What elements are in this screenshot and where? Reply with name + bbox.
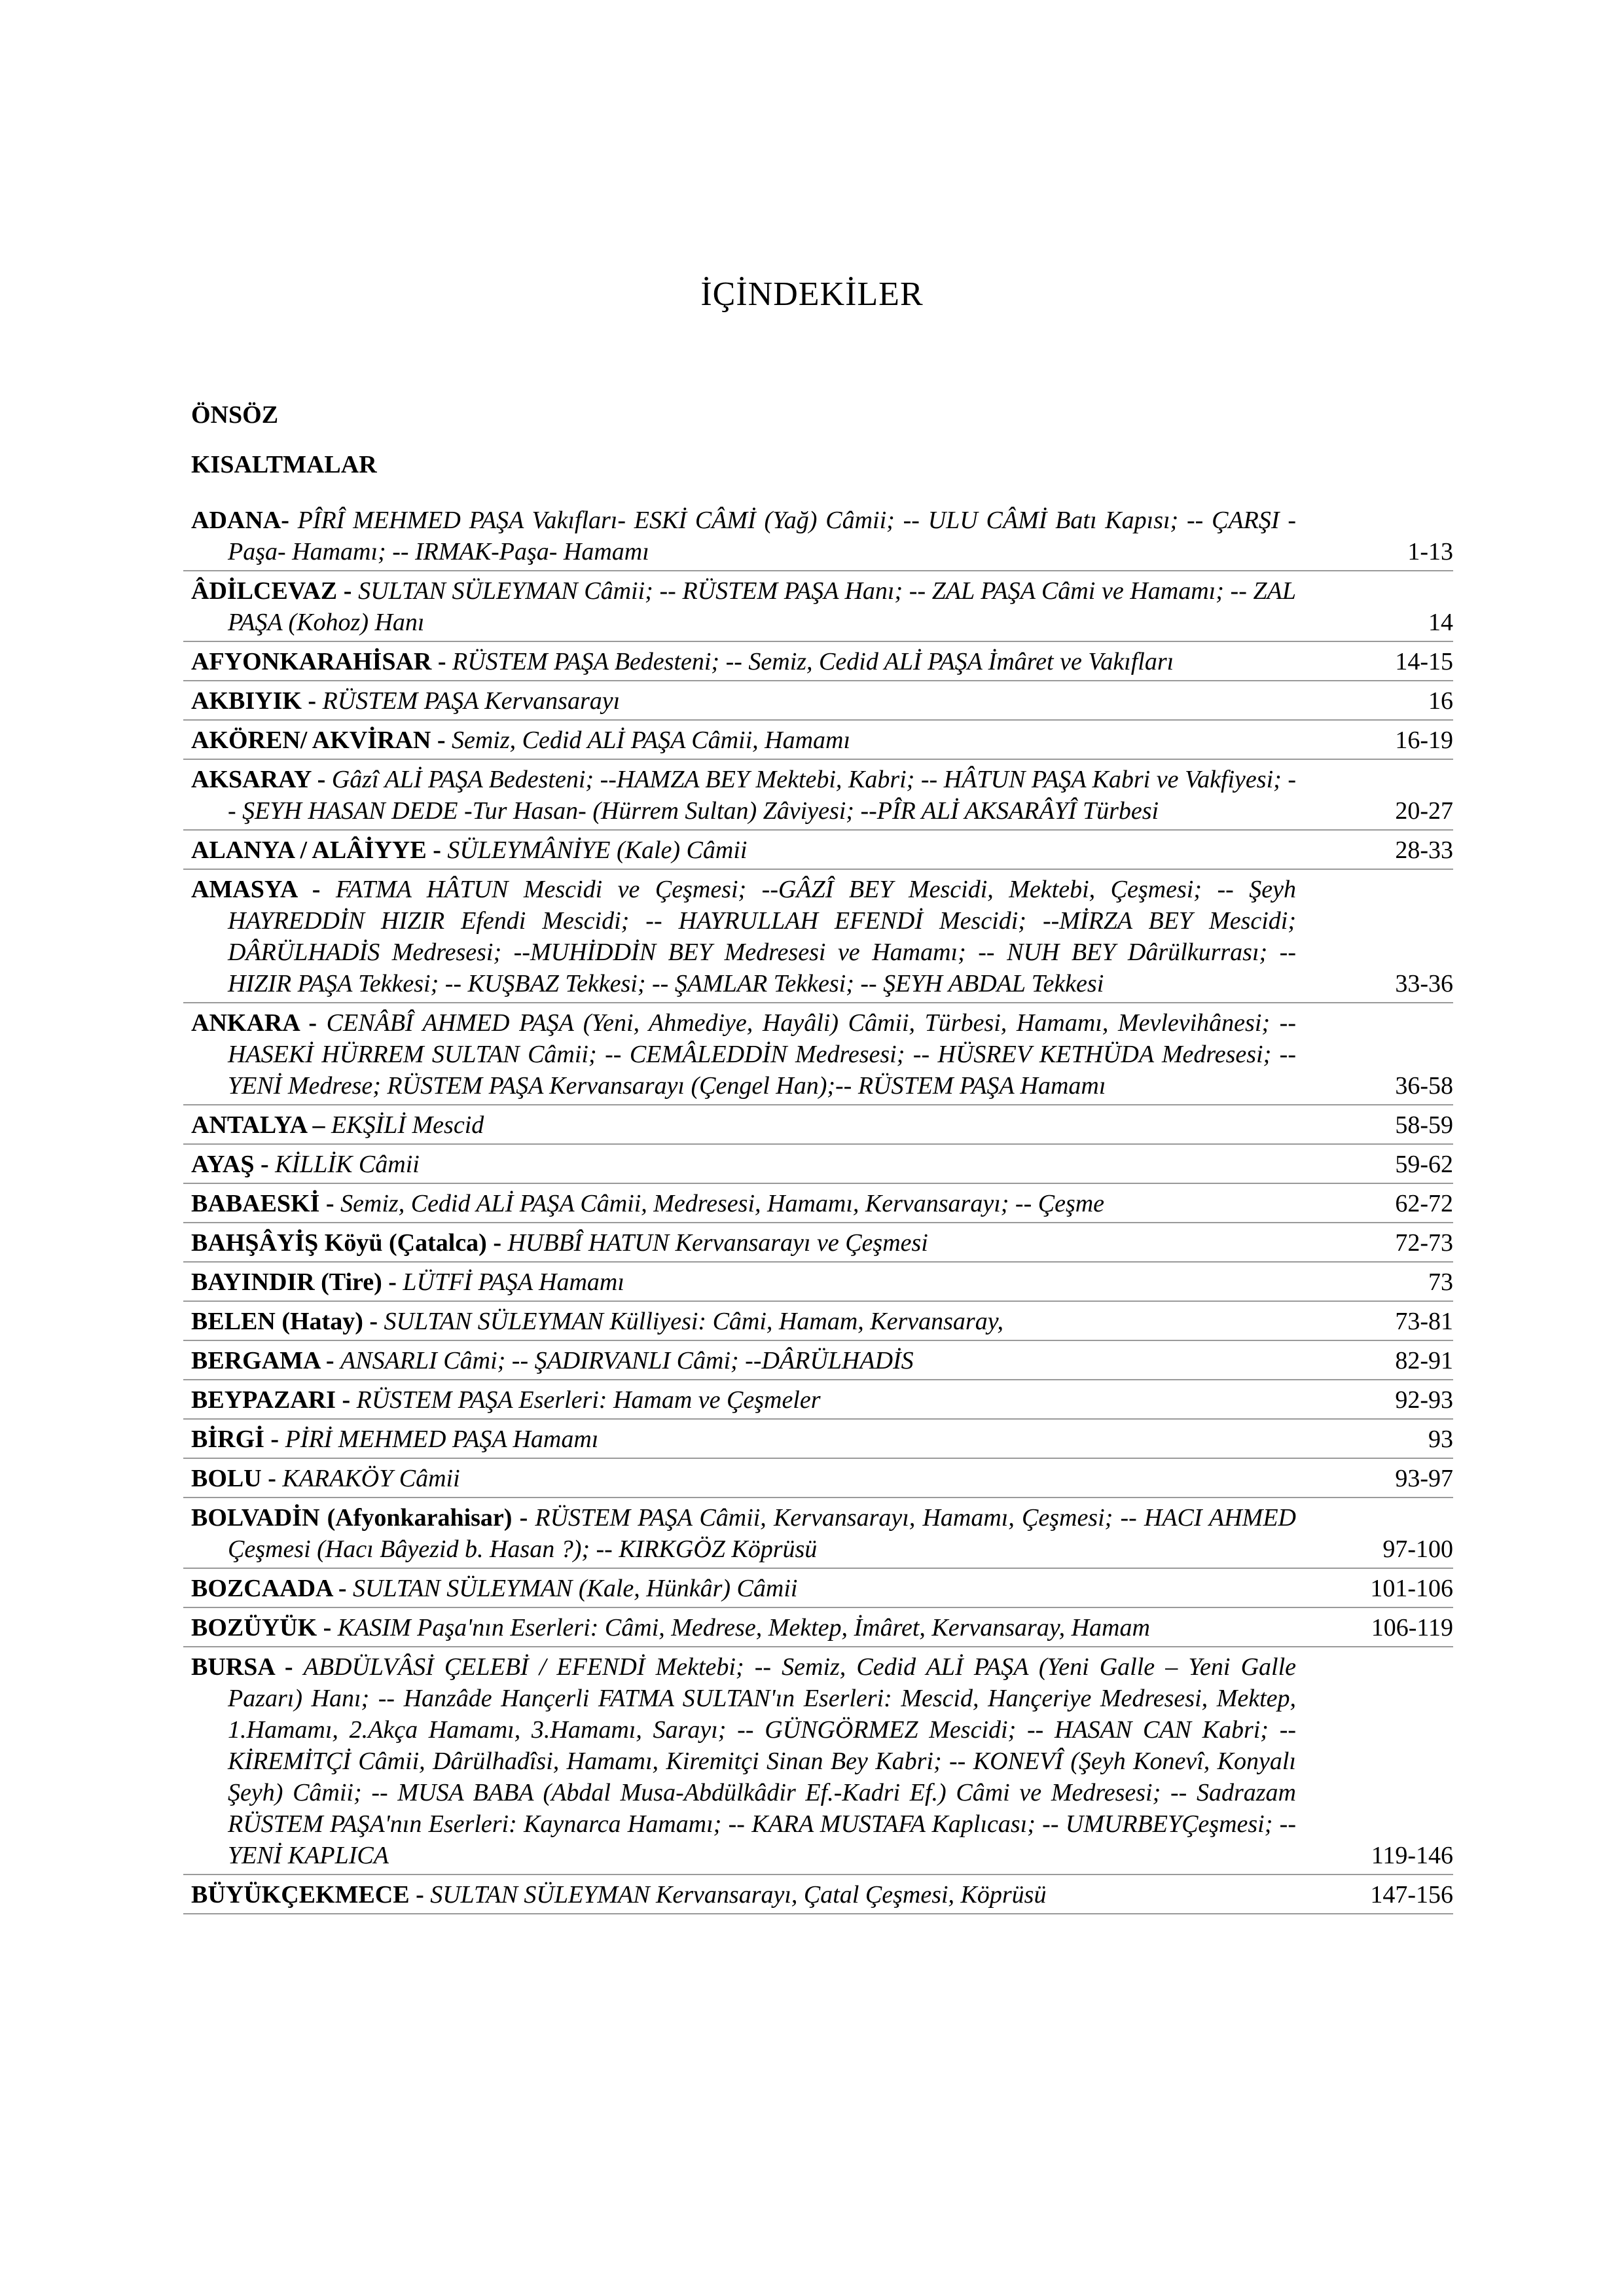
toc-place-name: BAHŞÂYİŞ Köyü: [191, 1229, 383, 1257]
toc-page-range: 97-100: [1382, 1535, 1453, 1563]
toc-place-name: BERGAMA: [191, 1347, 320, 1374]
toc-entry-text: [191, 1879, 1322, 1910]
toc-page-range: 14: [1428, 609, 1453, 636]
toc-entry-detail: SULTAN SÜLEYMAN Kervansarayı, Çatal Çeşmesi, Köprüsü: [430, 1881, 1047, 1909]
toc-entry-text: [191, 1612, 1322, 1643]
toc-separator: -: [274, 1653, 304, 1681]
toc-entry: [183, 760, 1453, 831]
toc-separator: -: [337, 577, 359, 605]
toc-entry: [183, 870, 1453, 1003]
toc-place-name: BOZÜYÜK: [191, 1614, 317, 1641]
toc-entry: [183, 1145, 1453, 1184]
toc-entry-detail: FATMA HÂTUN Mescidi ve Çeşmesi; --GÂZÎ BEY Mescidi, Mektebi, Çeşmesi; -- Şeyh HAYREDDİN HIZIR Efendi Mescidi; -- HAYRULLAH EFENDİ Mescidi; --MİRZA BEY Mescidi; DÂRÜLHADİS Medresesi; --MUHİDDİN BEY Medresesi ve Hamamı; -- NUH BEY Dârülkurrası; -- HIZIR PAŞA Tekkesi; -- KUŞBAZ Tekkesi; -- ŞAMLAR Tekkesi; -- ŞEYH ABDAL Tekkesi: [228, 876, 1296, 997]
toc-entry-detail: SULTAN SÜLEYMAN Câmii; -- RÜSTEM PAŞA Hanı; -- ZAL PAŞA Câmi ve Hamamı; -- ZAL PAŞA (Kohoz) Hanı: [228, 577, 1296, 636]
toc-entry-detail: KİLLİK Câmii: [275, 1151, 420, 1178]
toc-entry-detail: SÜLEYMÂNİYE (Kale) Câmii: [447, 836, 748, 864]
toc-entry-text: [191, 1227, 1322, 1259]
toc-page-range: 36-58: [1395, 1072, 1453, 1100]
table-of-contents: [183, 501, 1453, 1914]
toc-separator: -: [264, 1426, 285, 1453]
toc-entry-text: [191, 1109, 1322, 1141]
toc-entry: [183, 571, 1453, 642]
toc-page-range: 93-97: [1395, 1465, 1453, 1492]
toc-place-name: BOLVADİN: [191, 1504, 320, 1532]
toc-page-range: 14-15: [1395, 648, 1453, 675]
toc-place-name: AMASYA: [191, 876, 297, 903]
toc-place-name: BABAESKİ: [191, 1190, 320, 1217]
toc-separator: -: [319, 1190, 341, 1217]
toc-entry: [183, 1003, 1453, 1105]
toc-separator: -: [297, 876, 336, 903]
toc-entry-text: [191, 1007, 1322, 1102]
toc-entry-text: [191, 1573, 1322, 1604]
toc-entry-text: [191, 725, 1322, 756]
toc-entry-text: [191, 685, 1322, 717]
toc-entry: [183, 1875, 1453, 1914]
toc-page-range: 72-73: [1395, 1229, 1453, 1257]
toc-page-range: 16-19: [1395, 726, 1453, 754]
toc-entry-text: [191, 874, 1322, 999]
toc-entry: [183, 1184, 1453, 1223]
front-matter-preface: ÖNSÖZ: [191, 401, 279, 429]
toc-place-name: AYAŞ: [191, 1151, 255, 1178]
toc-entry: [183, 1263, 1453, 1302]
toc-entry-detail: RÜSTEM PAŞA Bedesteni; -- Semiz, Cedid ALİ PAŞA İmâret ve Vakıfları: [452, 648, 1174, 675]
toc-entry-text: [191, 575, 1322, 638]
toc-entry-detail: Semiz, Cedid ALİ PAŞA Câmii, Hamamı: [451, 726, 851, 754]
toc-entry: [183, 501, 1453, 571]
toc-place-name: ADANA: [191, 507, 281, 534]
toc-entry-text: [191, 1149, 1322, 1180]
toc-page-range: 62-72: [1395, 1190, 1453, 1217]
toc-entry-detail: SULTAN SÜLEYMAN Külliyesi: Câmi, Hamam, Kervansaray,: [384, 1308, 1003, 1335]
toc-entry-detail: HUBBÎ HATUN Kervansarayı ve Çeşmesi: [507, 1229, 928, 1257]
toc-place-name: ÂDİLCEVAZ: [191, 577, 338, 605]
toc-separator: -: [311, 766, 332, 793]
toc-entry-detail: LÜTFİ PAŞA Hamamı: [403, 1268, 624, 1296]
toc-entry: [183, 1420, 1453, 1459]
toc-place-name: AKBIYIK: [191, 687, 302, 715]
toc-page-range: 58-59: [1395, 1111, 1453, 1139]
toc-page-range: 33-36: [1395, 970, 1453, 997]
toc-entry-detail: RÜSTEM PAŞA Kervansarayı: [322, 687, 621, 715]
toc-separator: (Tire) -: [314, 1268, 403, 1296]
toc-separator: -: [426, 836, 448, 864]
toc-entry: [183, 831, 1453, 870]
toc-separator: -: [317, 1614, 338, 1641]
toc-separator: (Çatalca) -: [382, 1229, 508, 1257]
toc-page-range: 82-91: [1395, 1347, 1453, 1374]
toc-entry-detail: Gâzî ALİ PAŞA Bedesteni; --HAMZA BEY Mektebi, Kabri; -- HÂTUN PAŞA Kabri ve Vakfiyesi; -- ŞEYH HASAN DEDE -Tur Hasan- (Hürrem Sultan) Zâviyesi; --PÎR ALİ AKSARÂYÎ Türbesi: [228, 766, 1297, 825]
toc-place-name: BOZCAADA: [191, 1575, 333, 1602]
toc-entry: [183, 1569, 1453, 1608]
toc-separator: -: [298, 1009, 327, 1037]
toc-entry: [183, 1647, 1453, 1875]
toc-entry: [183, 721, 1453, 760]
toc-entry-text: [191, 1188, 1322, 1219]
toc-entry-detail: EKŞİLİ Mescid: [331, 1111, 484, 1139]
toc-separator: -: [301, 687, 323, 715]
toc-entry-text: [191, 1651, 1322, 1871]
toc-entry: [183, 1380, 1453, 1420]
toc-entry: [183, 1459, 1453, 1498]
toc-page-range: 20-27: [1395, 797, 1453, 825]
toc-page-range: 1-13: [1407, 538, 1453, 565]
toc-separator: -: [431, 726, 452, 754]
toc-page-range: 28-33: [1395, 836, 1453, 864]
toc-page-range: 73-81: [1395, 1308, 1453, 1335]
toc-separator: -: [431, 648, 453, 675]
front-matter-abbreviations: KISALTMALAR: [191, 451, 377, 478]
toc-page-range: 93: [1428, 1426, 1453, 1453]
toc-page-range: 92-93: [1395, 1386, 1453, 1414]
toc-entry-text: [191, 1463, 1322, 1494]
toc-page-range: 16: [1428, 687, 1453, 715]
toc-entry: [183, 1608, 1453, 1647]
toc-entry-detail: KARAKÖY Câmii: [282, 1465, 460, 1492]
toc-entry-detail: ABDÜLVÂSİ ÇELEBİ / EFENDİ Mektebi; -- Semiz, Cedid ALİ PAŞA (Yeni Galle – Yeni Galle Pazarı) Hanı; -- Hanzâde Hançerli FATMA SULTAN'ın Eserleri: Mescid, Hançeriye Medresesi, Mektep, 1.Hamamı, 2.Akça Hamamı, 3.Hamamı, Sarayı; -- GÜNGÖRMEZ Mescidi; -- HASAN CAN Kabri; -- KİREMİTÇİ Câmii, Dârülhadîsi, Hamamı, Kiremitçi Sinan Bey Kabri; -- KONEVÎ (Şeyh Konevî, Konyalı Şeyh) Câmii; -- MUSA BABA (Abdal Musa-Abdülkâdir Ef.-Kadri Ef.) Câmi ve Medresesi; -- Sadrazam RÜSTEM PAŞA'nın Eserleri: Kaynarca Hamamı; -- KARA MUSTAFA Kaplıcası; -- UMURBEYÇeşmesi; -- YENİ KAPLICA: [228, 1653, 1296, 1869]
toc-page-range: 101-106: [1370, 1575, 1453, 1602]
toc-entry-detail: KASIM Paşa'nın Eserleri: Câmi, Medrese, Mektep, İmâret, Kervansaray, Hamam: [337, 1614, 1150, 1641]
toc-place-name: AKÖREN/ AKVİRAN: [191, 726, 431, 754]
toc-entry-detail: Semiz, Cedid ALİ PAŞA Câmii, Medresesi, Hamamı, Kervansarayı; -- Çeşme: [340, 1190, 1105, 1217]
toc-place-name: ANKARA: [191, 1009, 299, 1037]
toc-separator: -: [336, 1386, 357, 1414]
toc-entry: [183, 1498, 1453, 1569]
toc-separator: –: [306, 1111, 332, 1139]
toc-entry: [183, 1341, 1453, 1380]
toc-entry-text: [191, 505, 1322, 567]
toc-entry-detail: SULTAN SÜLEYMAN (Kale, Hünkâr) Câmii: [353, 1575, 798, 1602]
toc-entry-text: [191, 1502, 1322, 1565]
toc-place-name: AFYONKARAHİSAR: [191, 648, 432, 675]
toc-entry: [183, 1302, 1453, 1341]
toc-entry-text: [191, 1306, 1322, 1337]
toc-entry-text: [191, 834, 1322, 866]
toc-place-name: BİRGİ: [191, 1426, 264, 1453]
toc-place-name: BAYINDIR: [191, 1268, 315, 1296]
toc-separator: -: [319, 1347, 341, 1374]
toc-separator: -: [254, 1151, 276, 1178]
toc-entry: [183, 1223, 1453, 1263]
toc-place-name: ANTALYA: [191, 1111, 307, 1139]
toc-page-range: 147-156: [1370, 1881, 1453, 1909]
toc-entry-detail: RÜSTEM PAŞA Câmii, Kervansarayı, Hamamı, Çeşmesi; -- HACI AHMED Çeşmesi (Hacı Bâyezid b. Hasan ?); -- KIRKGÖZ Köprüsü: [228, 1504, 1296, 1563]
toc-entry: [183, 1105, 1453, 1145]
toc-entry-detail: PİRİ MEHMED PAŞA Hamamı: [285, 1426, 599, 1453]
toc-place-name: BURSA: [191, 1653, 274, 1681]
toc-place-name: AKSARAY: [191, 766, 312, 793]
toc-separator: (Hatay) -: [275, 1308, 384, 1335]
toc-entry-text: [191, 1424, 1322, 1455]
toc-separator: -: [281, 507, 298, 534]
toc-entry-detail: ANSARLI Câmi; -- ŞADIRVANLI Câmi; --DÂRÜLHADİS: [340, 1347, 914, 1374]
toc-entry-text: [191, 1266, 1322, 1298]
toc-entry-detail: PÎRÎ MEHMED PAŞA Vakıfları- ESKİ CÂMİ (Yağ) Câmii; -- ULU CÂMİ Batı Kapısı; -- ÇARŞI -Paşa- Hamamı; -- IRMAK-Paşa- Hamamı: [228, 507, 1296, 565]
page-title: İÇİNDEKİLER: [700, 276, 924, 313]
toc-entry-text: [191, 646, 1322, 677]
toc-separator: -: [409, 1881, 431, 1909]
toc-entry-text: [191, 1345, 1322, 1376]
toc-page-range: 73: [1428, 1268, 1453, 1296]
toc-page-range: 119-146: [1371, 1842, 1453, 1869]
toc-entry-detail: CENÂBÎ AHMED PAŞA (Yeni, Ahmediye, Hayâli) Câmii, Türbesi, Hamamı, Mevlevihânesi; -- HASEKİ HÜRREM SULTAN Câmii; -- CEMÂLEDDİN Medresesi; -- HÜSREV KETHÜDA Medresesi; -- YENİ Medrese; RÜSTEM PAŞA Kervansarayı (Çengel Han);-- RÜSTEM PAŞA Hamamı: [228, 1009, 1296, 1100]
toc-place-name: BOLU: [191, 1465, 262, 1492]
toc-separator: -: [261, 1465, 283, 1492]
toc-place-name: BEYPAZARI: [191, 1386, 336, 1414]
toc-entry-detail: RÜSTEM PAŞA Eserleri: Hamam ve Çeşmeler: [356, 1386, 821, 1414]
toc-entry-text: [191, 1384, 1322, 1416]
toc-page-range: 106-119: [1371, 1614, 1453, 1641]
toc-page-range: 59-62: [1395, 1151, 1453, 1178]
toc-separator: (Afyonkarahisar) -: [319, 1504, 535, 1532]
toc-place-name: BELEN: [191, 1308, 276, 1335]
toc-entry-text: [191, 764, 1322, 827]
toc-entry: [183, 642, 1453, 681]
toc-separator: -: [332, 1575, 353, 1602]
toc-place-name: ALANYA / ALÂİYYE: [191, 836, 427, 864]
toc-place-name: BÜYÜKÇEKMECE: [191, 1881, 410, 1909]
toc-entry: [183, 681, 1453, 721]
